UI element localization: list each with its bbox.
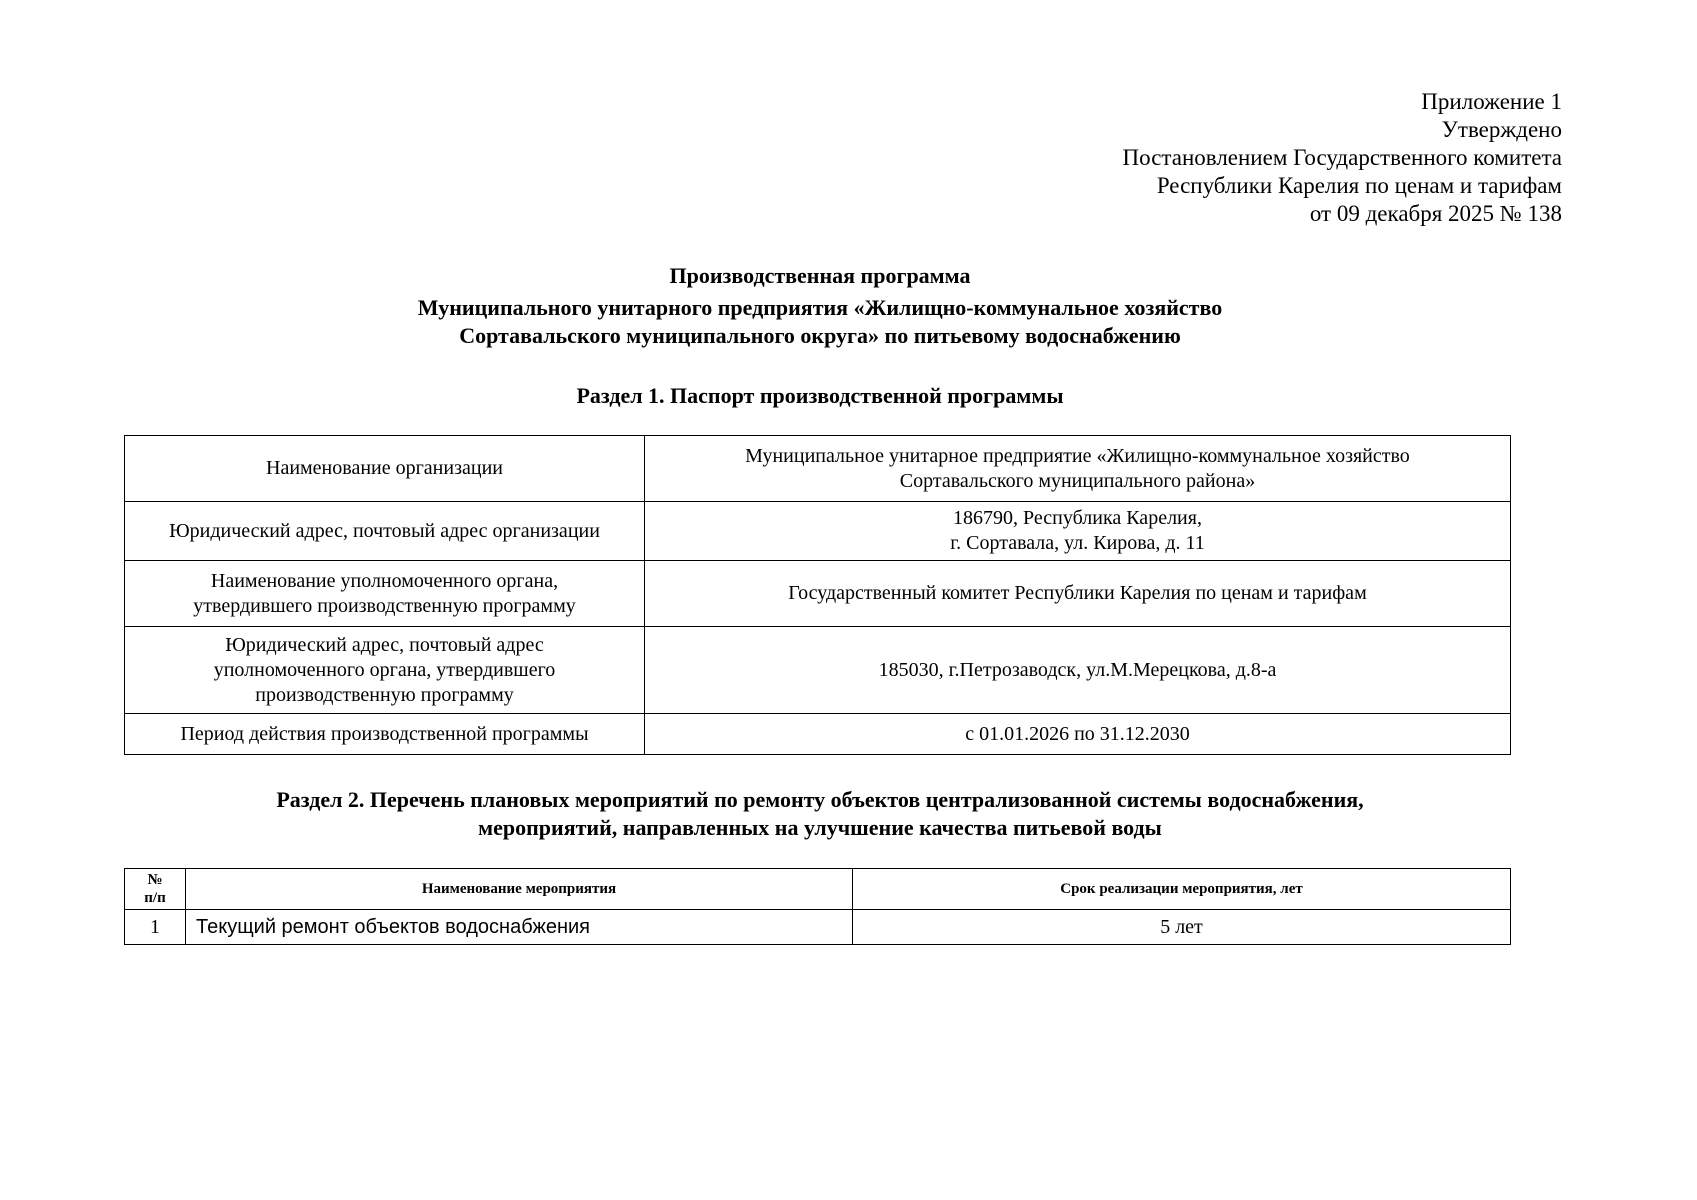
label-line: Наименование уполномоченного органа, xyxy=(210,569,559,592)
table-row xyxy=(125,502,1511,561)
section2-heading-line: мероприятий, направленных на улучшение качества питьевой воды xyxy=(478,815,1162,840)
passport-label xyxy=(125,714,645,755)
header-number-line: № xyxy=(147,872,163,888)
header-number-line: п/п xyxy=(144,890,166,906)
passport-value xyxy=(645,714,1511,755)
title-enterprise-cont: Сортавальского муниципального округа» по питьевому водоснабжению xyxy=(459,323,1181,348)
section1-heading: Раздел 1. Паспорт производственной программы xyxy=(576,383,1064,408)
passport-value xyxy=(645,561,1511,627)
label-line: Период действия производственной программы xyxy=(180,722,589,745)
passport-label xyxy=(125,502,645,561)
value-line: 185030, г.Петрозаводск, ул.М.Мерецкова, д.8-а xyxy=(878,658,1277,681)
label-line: утвердившего производственную программу xyxy=(193,594,576,617)
passport-label xyxy=(125,561,645,627)
label-line: Юридический адрес, почтовый адрес xyxy=(225,633,544,656)
passport-value xyxy=(645,436,1511,502)
section2-heading-line: Раздел 2. Перечень плановых мероприятий по ремонту объектов централизованной системы водоснабжения, xyxy=(276,787,1364,812)
label-line: Наименование организации xyxy=(266,457,503,479)
approval-date-number: от 09 декабря 2025 № 138 xyxy=(1309,201,1562,226)
header-number xyxy=(125,869,186,910)
row-number: 1 xyxy=(125,910,186,945)
header-measure-name: Наименование мероприятия xyxy=(186,869,853,910)
passport-value xyxy=(645,502,1511,561)
value-line: Муниципальное унитарное предприятие «Жилищно-коммунальное хозяйство xyxy=(745,444,1410,467)
passport-label xyxy=(125,627,645,714)
value-line: Сортавальского муниципального района» xyxy=(899,469,1256,492)
table-row xyxy=(125,561,1511,627)
approval-approved: Утверждено xyxy=(1441,117,1562,142)
title-enterprise: Муниципального унитарного предприятия «Жилищно-коммунальное хозяйство xyxy=(417,295,1223,320)
section2-heading xyxy=(0,786,1640,842)
row-term: 5 лет xyxy=(853,910,1511,945)
table-header-row xyxy=(125,869,1511,910)
header-term: Срок реализации мероприятия, лет xyxy=(853,869,1511,910)
measures-table xyxy=(124,868,1511,945)
passport-table xyxy=(124,435,1511,755)
table-row xyxy=(125,436,1511,502)
value-line: 186790, Республика Карелия, xyxy=(953,507,1202,529)
label-line: Юридический адрес, почтовый адрес организации xyxy=(169,519,600,542)
title-program: Производственная программа xyxy=(669,263,971,288)
approval-appendix: Приложение 1 xyxy=(1421,89,1562,114)
label-line: уполномоченного органа, утвердившего xyxy=(213,658,556,681)
approval-stamp-block xyxy=(1123,88,1562,228)
value-line: с 01.01.2026 по 31.12.2030 xyxy=(965,722,1190,745)
label-line: производственную программу xyxy=(255,683,514,706)
approval-resolution: Постановлением Государственного комитета xyxy=(1122,145,1562,170)
document-title xyxy=(0,262,1640,350)
approval-committee: Республики Карелия по ценам и тарифам xyxy=(1156,173,1562,198)
passport-label xyxy=(125,436,645,502)
table-row xyxy=(125,910,1511,945)
row-measure-name: Текущий ремонт объектов водоснабжения xyxy=(186,910,853,945)
table-row xyxy=(125,627,1511,714)
value-line: Государственный комитет Республики Карелия по ценам и тарифам xyxy=(788,582,1367,604)
passport-value xyxy=(645,627,1511,714)
value-line: г. Сортавала, ул. Кирова, д. 11 xyxy=(950,532,1205,554)
table-row xyxy=(125,714,1511,755)
